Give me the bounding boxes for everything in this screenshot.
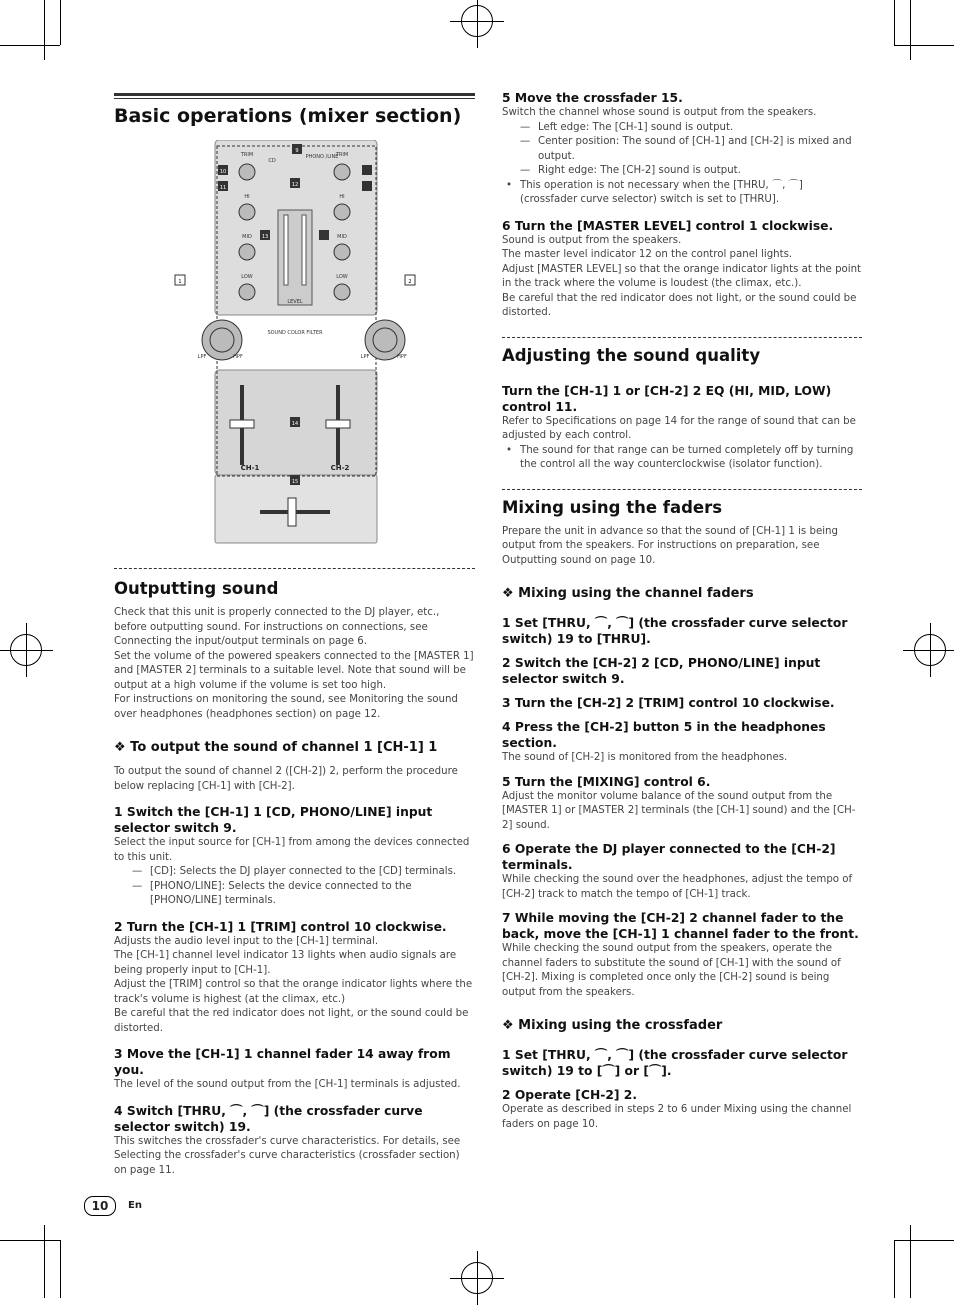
faders-step6-p: While checking the sound over the headphones, adjust the tempo of [CH-2] track to match the tempo of [CH-1] track. xyxy=(502,874,853,900)
out-p1: Check that this unit is properly connected to the DJ player, etc., before outputting sound. For instructions on connections, see Connecting the input/output terminals on page 6. xyxy=(114,607,440,647)
step6: 6 Turn the [MASTER LEVEL] control 1 clockwise. xyxy=(502,218,834,233)
crop-mark xyxy=(0,45,60,46)
out-step2-p1: Adjusts the audio level input to the [CH-1] terminal. xyxy=(114,935,379,947)
out-p2: Set the volume of the powered speakers connected to the [MASTER 1] and [MASTER 2] terminals to a suitable level. Note that sound will be output at a high volume if the volume is set too high. xyxy=(114,650,474,691)
out-step1-d1: — [CD]: Selects the DJ player connected to the [CD] terminals. xyxy=(114,865,475,880)
title-rule xyxy=(114,93,475,99)
phono-label: PHONO /LINE xyxy=(305,154,339,160)
registration-mark xyxy=(461,1262,493,1294)
cd-label: CD xyxy=(268,158,276,164)
faders-sub2: ❖ Mixing using the crossfader xyxy=(502,1018,723,1033)
low-label: LOW xyxy=(241,274,253,280)
crop-mark xyxy=(910,1225,911,1298)
language-label: En xyxy=(128,1200,142,1211)
out-subp: To output the sound of channel 2 ([CH-2]) 2, perform the procedure below replacing [CH-1] with [CH-2]. xyxy=(114,766,458,792)
out-step3: 3 Move the [CH-1] 1 channel fader 14 away from you. xyxy=(114,1047,451,1077)
ch1-label: CH-1 xyxy=(240,464,260,472)
scf-label: SOUND COLOR FILTER xyxy=(267,330,323,336)
step6-p1: Sound is output from the speakers. xyxy=(502,234,682,246)
step5: 5 Move the crossfader 15. xyxy=(502,91,683,105)
section-divider xyxy=(502,489,862,490)
out-p3: For instructions on monitoring the sound, see Monitoring the sound over headphones (headphones section) on page 12. xyxy=(114,694,458,720)
faders-step4: 4 Press the [CH-2] button 5 in the headphones section. xyxy=(502,720,826,750)
step5-bullet: • This operation is not necessary when the [THRU, ⌒, ⌒] (crossfader curve selector) switch is set to [THRU]. xyxy=(502,179,862,208)
out-step1-d2: — [PHONO/LINE]: Selects the device connected to the [PHONO/LINE] terminals. xyxy=(114,880,475,909)
out-step2-p2: The [CH-1] channel level indicator 13 lights when audio signals are being properly input to [CH-1]. xyxy=(114,950,457,976)
crop-mark xyxy=(44,0,45,60)
quality-step: Turn the [CH-1] 1 or [CH-2] 2 EQ (HI, MID, LOW) control 11. xyxy=(502,383,832,414)
step6-p4: Be careful that the red indicator does not light, or the sound could be distorted. xyxy=(502,292,857,318)
registration-mark xyxy=(914,634,946,666)
faders-step7: 7 While moving the [CH-2] 2 channel fader to the back, move the [CH-1] 1 channel fader to the front. xyxy=(502,911,859,941)
step5-d3: — Right edge: The [CH-2] sound is output. xyxy=(502,164,862,179)
section-divider xyxy=(502,337,862,338)
out-step4-p: This switches the crossfader's curve characteristics. For details, see Selecting the crossfader's curve characteristics (crossfader section) on page 11. xyxy=(114,1135,461,1176)
step5-d1: — Left edge: The [CH-1] sound is output. xyxy=(502,121,862,136)
crop-mark xyxy=(910,0,911,60)
out-step1: 1 Switch the [CH-1] 1 [CD, PHONO/LINE] input selector switch 9. xyxy=(114,805,433,835)
right-column xyxy=(502,90,862,1132)
mid-label-2: MID xyxy=(337,234,347,240)
out-sub: ❖ To output the sound of channel 1 [CH-1] 1 xyxy=(114,740,438,755)
out-step4: 4 Switch [THRU, ⌒, ⌒] (the crossfader curve selector switch) 19. xyxy=(114,1103,423,1134)
hi-label: HI xyxy=(244,194,250,200)
registration-mark xyxy=(461,5,493,37)
faders-step4-p: The sound of [CH-2] is monitored from the headphones. xyxy=(502,752,788,763)
crop-mark xyxy=(60,0,61,45)
lpf-label: LPF xyxy=(197,354,207,360)
lpf-label-2: LPF xyxy=(360,354,370,360)
out-step2: 2 Turn the [CH-1] 1 [TRIM] control 10 clockwise. xyxy=(114,919,447,934)
faders-sub1: ❖ Mixing using the channel faders xyxy=(502,586,754,601)
out-step2-p3: Adjust the [TRIM] control so that the orange indicator lights where the track's volume is highest (at the climax, etc.) xyxy=(114,979,473,1005)
crop-mark xyxy=(44,1225,45,1298)
callout-14: 14 xyxy=(291,421,299,427)
step5-p: Switch the channel whose sound is output from the speakers. xyxy=(502,107,817,118)
low-label-2: LOW xyxy=(336,274,348,280)
faders-p: Prepare the unit in advance so that the sound of [CH-1] 1 is being output from the speakers. For instructions on preparation, see Outputting sound on page 10. xyxy=(502,525,838,566)
out-step3-p: The level of the sound output from the [CH-1] terminals is adjusted. xyxy=(114,1079,461,1090)
left-column-body xyxy=(114,568,475,1178)
registration-mark xyxy=(10,634,42,666)
crop-mark xyxy=(894,0,895,45)
mid-label: MID xyxy=(242,234,252,240)
step5-d2: — Center position: The sound of [CH-1] and [CH-2] is mixed and output. xyxy=(502,135,862,164)
quality-title: Adjusting the sound quality xyxy=(502,345,761,365)
hpf-label: HPF xyxy=(233,354,243,360)
outputting-title: Outputting sound xyxy=(114,579,279,598)
mixer-diagram xyxy=(160,140,420,545)
quality-p: Refer to Specifications on page 14 for the range of sound that can be adjusted by each control. xyxy=(502,415,856,441)
faders-step1: 1 Set [THRU, ⌒, ⌒] (the crossfader curve selector switch) 19 to [THRU]. xyxy=(502,616,848,646)
faders-step7-p: While checking the sound output from the speakers, operate the channel faders to substitute the sound of [CH-1] with the sound of [CH-2]. Mixing is completed once only the [CH-2] sound is being output from the speakers. xyxy=(502,943,841,998)
ch2-label: CH-2 xyxy=(330,464,350,472)
callout-9: 9 xyxy=(295,148,299,154)
callout-13: 13 xyxy=(261,234,269,240)
crop-mark xyxy=(60,1240,61,1298)
page-number: 10 xyxy=(84,1196,116,1216)
crop-mark xyxy=(894,45,954,46)
callout-15: 15 xyxy=(291,479,299,485)
out-step2-p4: Be careful that the red indicator does not light, or the sound could be distorted. xyxy=(114,1008,469,1034)
faders-title: Mixing using the faders xyxy=(502,497,723,517)
callout-2: 2 xyxy=(408,279,412,285)
faders-step5: 5 Turn the [MIXING] control 6. xyxy=(502,774,711,789)
callout-11: 11 xyxy=(219,185,227,191)
crop-mark xyxy=(0,1240,60,1241)
cross-step2: 2 Operate [CH-2] 2. xyxy=(502,1088,638,1102)
callout-12: 12 xyxy=(291,182,299,188)
hpf-label-2: HPF xyxy=(397,354,407,360)
crop-mark xyxy=(894,1240,954,1241)
level-label: LEVEL xyxy=(287,299,303,305)
callout-10: 10 xyxy=(219,169,227,175)
hi-label-2: HI xyxy=(339,194,345,200)
faders-step3: 3 Turn the [CH-2] 2 [TRIM] control 10 clockwise. xyxy=(502,696,835,710)
crop-mark xyxy=(894,1240,895,1298)
step6-p2: The master level indicator 12 on the control panel lights. xyxy=(502,249,793,260)
quality-bullet: • The sound for that range can be turned completely off by turning the control all the way counterclockwise (isolator function). xyxy=(502,444,862,473)
faders-step5-p: Adjust the monitor volume balance of the sound output from the [MASTER 1] or [MASTER 2] terminals (the [CH-1] sound) and the [CH-2] sound. xyxy=(502,790,856,831)
callout-1: 1 xyxy=(178,279,182,285)
cross-step2-p: Operate as described in steps 2 to 6 under Mixing using the channel faders on page 10. xyxy=(502,1104,852,1130)
left-column xyxy=(114,93,475,127)
faders-step2: 2 Switch the [CH-2] 2 [CD, PHONO/LINE] input selector switch 9. xyxy=(502,656,821,686)
trim-label: TRIM xyxy=(240,152,254,158)
section-divider xyxy=(114,568,475,569)
trim-label-2: TRIM xyxy=(335,152,349,158)
out-step1-p: Select the input source for [CH-1] from among the devices connected to this unit. xyxy=(114,837,470,863)
faders-step6: 6 Operate the DJ player connected to the [CH-2] terminals. xyxy=(502,842,836,872)
cross-step1: 1 Set [THRU, ⌒, ⌒] (the crossfader curve selector switch) 19 to [⌒] or [⌒]. xyxy=(502,1048,848,1078)
step6-p3: Adjust [MASTER LEVEL] so that the orange indicator lights at the point in the track where the volume is loudest (the climax, etc.). xyxy=(502,263,862,289)
page-title: Basic operations (mixer section) xyxy=(114,105,462,127)
